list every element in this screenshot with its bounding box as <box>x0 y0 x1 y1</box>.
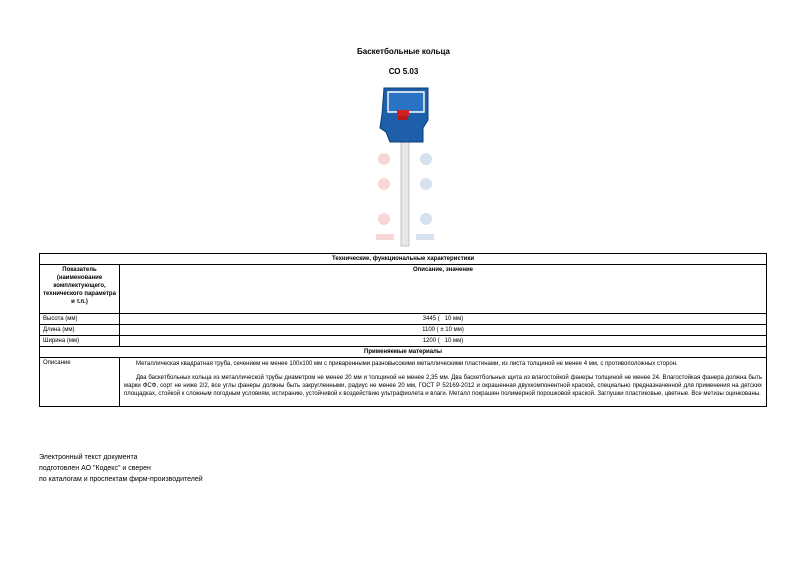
table-row <box>40 358 767 407</box>
description-paragraph: Два баскетбольных кольца из металлической трубы диаметром не менее 20 мм и толщиной не менее 2,35 мм. Два баскетбольных щита из влагостойкой фанеры толщиной не менее 24. Влагостойкая фанера должна быть марки ФСФ, сорт не ниже 2/2, все углы фанеры должны быть закругленными, радиус не менее 20 мм, ГОСТ Р 52169-2012 и окрашенная двухкомпонентной краской, специально предназначенной для применения на детских площадках, стойкой к сложным погодным условиям, истиранию, устойчивой к воздействию ультрафиолета и влаги. Металл покрашен полимерной порошковой краской. Заглушки пластиковые, цветные. Все метизы оцинкованы. <box>124 375 762 397</box>
document-title: Баскетбольные кольца <box>357 47 450 56</box>
footer-line: Электронный текст документа <box>39 454 138 461</box>
footer-line: подготовлен АО "Кодекс" и сверен <box>39 465 151 472</box>
row-label: Высота (мм) <box>40 314 120 325</box>
column-header-parameter: Показатель (наименование комплектующего, технического параметра и т.п.) <box>40 265 120 314</box>
row-value: 3445 ( 10 мм) <box>120 314 767 325</box>
backboard-square <box>388 92 424 112</box>
table-row <box>40 314 767 325</box>
footer-note <box>39 452 203 485</box>
table-row <box>40 325 767 336</box>
description-paragraph: Металлическая квадратная труба, сечением не менее 100х100 мм с приваренными разновысокими металлическими пластинами, из листа толщиной не менее 4 мм, с противоположных сторон. <box>136 361 678 367</box>
description-cell <box>120 358 767 407</box>
spec-table <box>39 253 767 407</box>
basketball-hoop-image <box>370 84 440 249</box>
row-value: 1100 ( ± 10 мм) <box>120 325 767 336</box>
hoop-ring <box>397 110 409 116</box>
row-label: Длина (мм) <box>40 325 120 336</box>
column-header-description: Описание, значение <box>120 265 767 314</box>
product-code: СО 5.03 <box>388 67 419 76</box>
table-row <box>40 336 767 347</box>
row-value: 1200 ( 10 мм) <box>120 336 767 347</box>
section-title-materials: Применяемые материалы <box>40 347 767 358</box>
section-title-characteristics: Технические, функциональные характеристики <box>40 254 767 265</box>
footer-line: по каталогам и проспектам фирм-производителей <box>39 476 203 483</box>
row-label: Ширина (мм) <box>40 336 120 347</box>
row-label: Описание <box>40 358 120 407</box>
